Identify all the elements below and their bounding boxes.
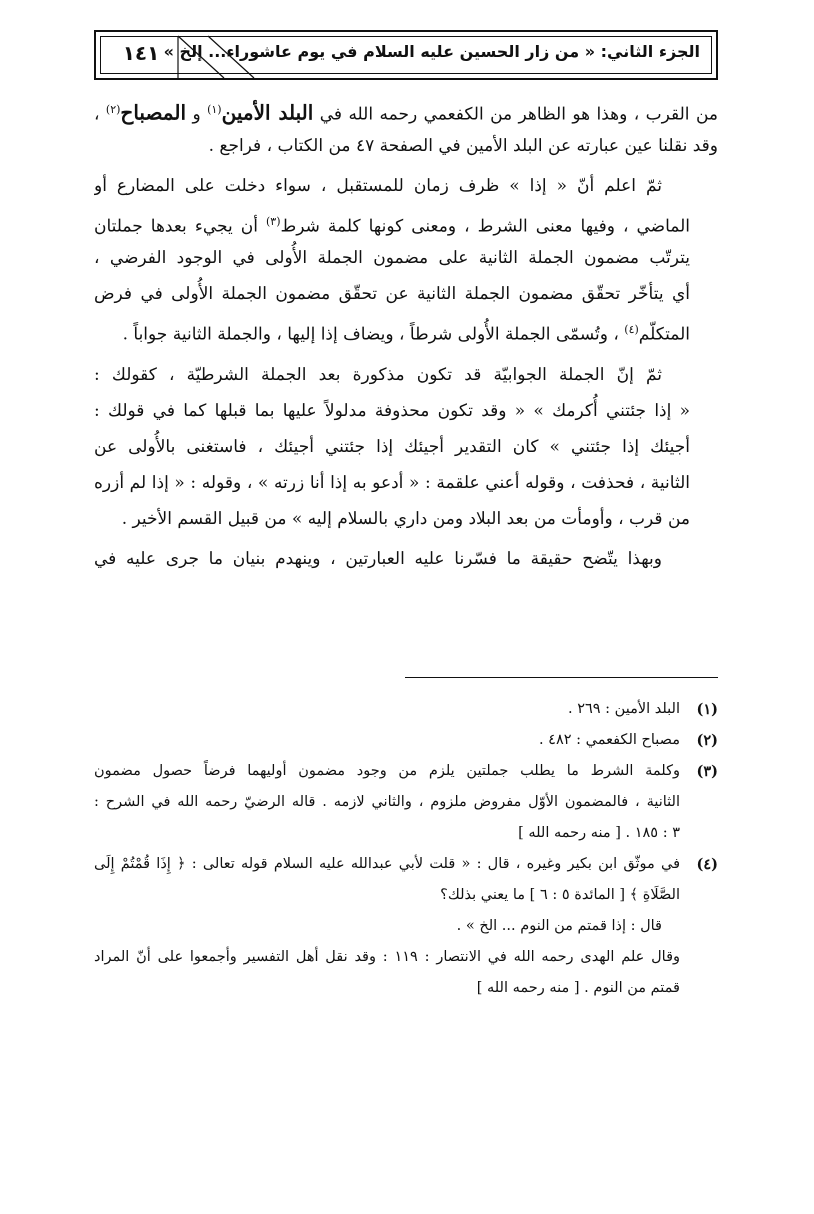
book-title-bold: المصباح bbox=[120, 100, 187, 125]
footnote-line: قمتم من النوم . [ منه رحمه الله ] bbox=[476, 980, 680, 996]
page-number: ١٤١ bbox=[122, 41, 160, 65]
text-line: من قرب ، وأومأت من بعد البلاد ومن داري بالسلام إليه » من قبيل القسم الأخير . bbox=[121, 508, 690, 529]
main-text bbox=[94, 92, 718, 577]
text-run: أن يجيء بعدها جملتان bbox=[94, 216, 266, 237]
text-line: ثمّ اعلم أنّ « إذا » ظرف زمان للمستقبل ، سواء دخلت على المضارع أو bbox=[94, 176, 662, 196]
text-run: المتكلّم bbox=[638, 324, 690, 345]
text-line: أي يتأخّر تحقّق مضمون الجملة الثانية عن تحقّق مضمون الجملة الأُولى في فرض bbox=[94, 284, 690, 304]
text-line: يترتّب مضمون الجملة الثانية على مضمون الجملة الأُولى في الوجود الفرضي ، bbox=[94, 248, 690, 268]
footnote-number: (٤) bbox=[696, 856, 718, 873]
text-line bbox=[94, 312, 718, 353]
footnote-ref: (٤) bbox=[624, 323, 639, 336]
footnote-line: الثانية ، فالمضمون الأوّل مفروض ملزوم ، والثاني لازمه . قاله الرضيّ رحمه الله في الشرح : bbox=[94, 794, 680, 810]
footnote-ref: (١) bbox=[207, 103, 222, 116]
footnotes bbox=[94, 694, 718, 1004]
text-line: وبهذا يتّضح حقيقة ما فسّرنا عليه العبارتين ، وينهدم بنيان ما جرى عليه في bbox=[94, 548, 662, 569]
text-line bbox=[94, 92, 718, 128]
text-run: ، bbox=[94, 104, 106, 125]
footnote-line: قال : إذا قمتم من النوم ... الخ » . bbox=[456, 918, 662, 934]
footnote-3 bbox=[94, 756, 718, 849]
paragraph-2 bbox=[94, 168, 718, 353]
footnote-line: البلد الأمين : ٢٦٩ . bbox=[567, 701, 680, 717]
footnote-2 bbox=[94, 725, 718, 756]
paragraph-3 bbox=[94, 357, 718, 537]
footnote-line: وكلمة الشرط ما يطلب جملتين يلزم من وجود مضمون أوليهما فرضاً حصول مضمون bbox=[94, 763, 680, 779]
book-title-bold: البلد الأمين bbox=[221, 100, 314, 125]
paragraph-4 bbox=[94, 541, 718, 577]
text-run: و bbox=[186, 104, 208, 125]
footnote-line: في موثّق ابن بكير وغيره ، قال : « قلت لأبي عبدالله عليه السلام قوله تعالى : ﴿ إِذَا قُمْتُمْ إِلَى bbox=[94, 856, 680, 872]
footnote-line: مصباح الكفعمي : ٤٨٢ . bbox=[538, 732, 680, 748]
text-line bbox=[94, 204, 718, 240]
text-run: ، وتُسمّى الجملة الأُولى شرطاً ، ويضاف إذا إليها ، والجملة الثانية جواباً . bbox=[122, 324, 625, 345]
text-line: « إذا جئتني أُكرمك » « وقد تكون محذوفة مدلولاً عليها بما قبلها كما في قولك : bbox=[94, 400, 690, 421]
text-run: من القرب ، وهذا هو الظاهر من الكفعمي رحمه الله في bbox=[313, 104, 718, 125]
footnote-line: ٣ : ١٨٥ . [ منه رحمه الله ] bbox=[518, 825, 680, 841]
text-run: الماضي ، وفيها معنى الشرط ، ومعنى كونها كلمة شرط bbox=[280, 216, 690, 237]
text-line: أجيئك إذا جئتني » كان التقدير أجيئك إذا جئتني أجيئك ، فاستغنى بالأُولى عن bbox=[94, 436, 690, 457]
footnote-number: (١) bbox=[696, 701, 718, 718]
footnote-number: (٢) bbox=[696, 732, 718, 749]
footnote-ref: (٢) bbox=[105, 103, 121, 116]
running-title: الجزء الثاني: « من زار الحسين عليه السلام في يوم عاشوراء... إلخ » bbox=[163, 42, 700, 61]
text-line: الثانية ، فحذفت ، وقوله أعني علقمة : « أدعو به إذا أنا زرته » ، وقوله : « إذا لم أزره bbox=[94, 472, 690, 493]
footnote-1 bbox=[94, 694, 718, 725]
footnote-number: (٣) bbox=[696, 763, 718, 780]
footnote-ref: (٣) bbox=[265, 215, 281, 228]
footnote-separator bbox=[405, 677, 718, 678]
footnote-4 bbox=[94, 849, 718, 1004]
footnote-line: وقال علم الهدى رحمه الله في الانتصار : ١١٩ : وقد نقل أهل التفسير وأجمعوا على أنّ المراد bbox=[94, 949, 680, 965]
text-line: وقد نقلنا عين عبارته عن البلد الأمين في الصفحة ٤٧ من الكتاب ، فراجع . bbox=[208, 136, 718, 156]
footnote-line: الصَّلَاةِ ﴾ [ المائدة ٥ : ٦ ] ما يعني بذلك؟ bbox=[440, 887, 680, 903]
paragraph-1 bbox=[94, 92, 718, 164]
page-header bbox=[94, 30, 718, 80]
text-line: ثمّ إنّ الجملة الجوابيّة قد تكون مذكورة بعد الجملة الشرطيّة ، كقولك : bbox=[94, 364, 662, 385]
